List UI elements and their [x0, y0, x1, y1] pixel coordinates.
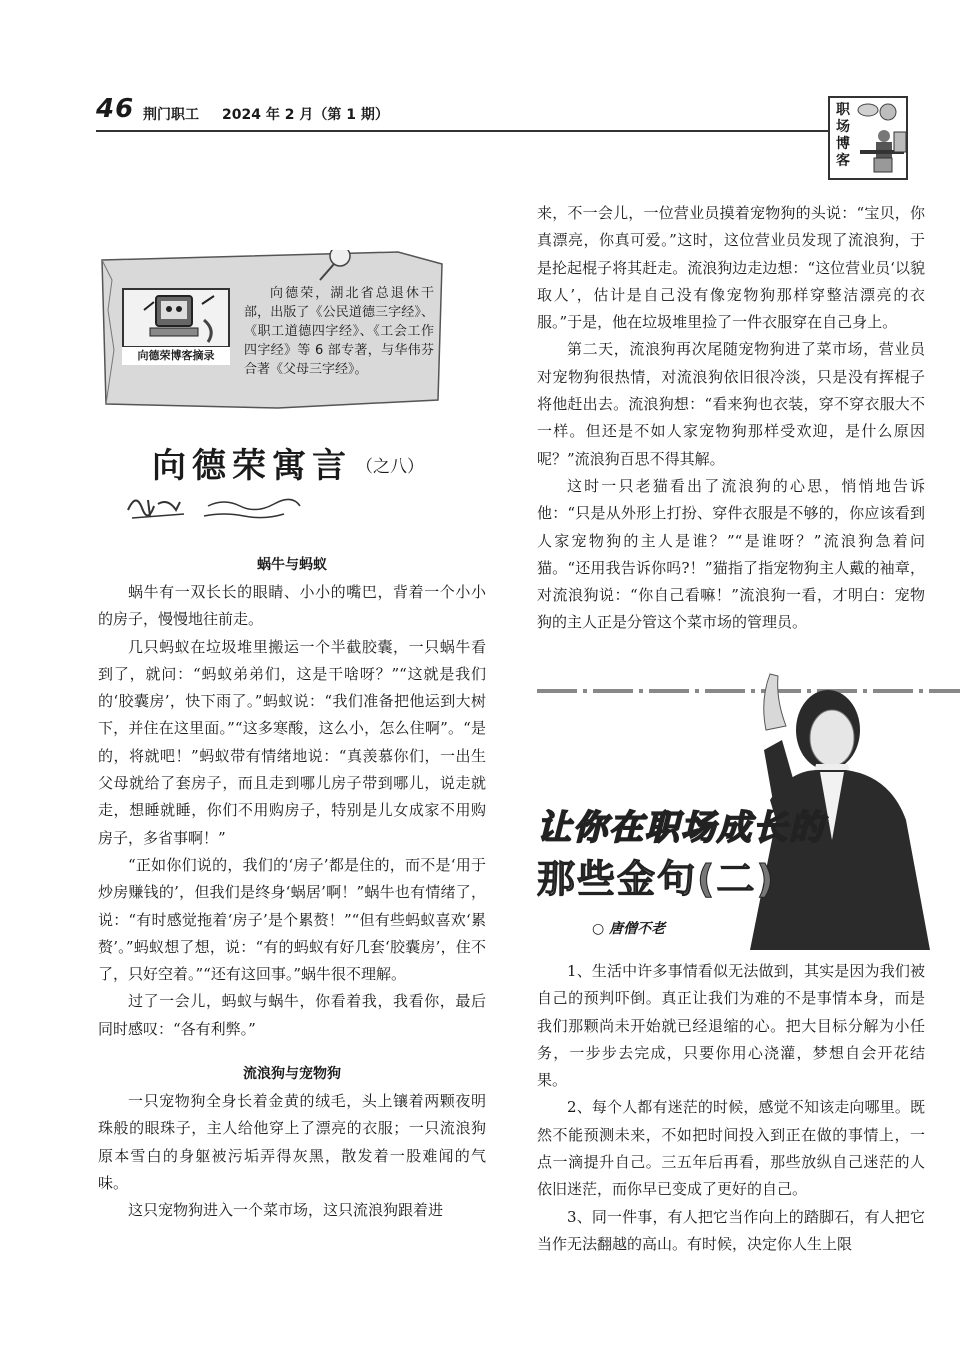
blog-thumbnail-label: 向德荣博客摘录 — [122, 346, 230, 365]
article2-byline: ○ 唐僧不老 — [592, 921, 666, 937]
story1-paragraph: 过了一会儿，蚂蚁与蜗牛，你看着我，我看你，最后同时感叹：“各有利弊。” — [98, 992, 486, 1038]
article-subtitle: （之八） — [356, 457, 424, 477]
article-title: 向德荣寓言 — [152, 446, 352, 486]
column-badge — [828, 96, 908, 180]
article2-title-line1: 让你在职场成长的 — [537, 808, 825, 848]
story2-paragraph: 这时一只老猫看出了流浪狗的心思，悄悄地告诉他：“只是从外形上打扮、穿件衣服是不够的，你应该看到人家宠物狗的主人是谁？”“是谁呀？”流浪狗急着问猫。“还用我告诉你吗?！”猫指了指宠物狗主人戴的袖章，对流浪狗说：“你自己看嘛！”流浪狗一看，才明白：宠物狗的主人正是分管这个菜市场的管理员。 — [537, 476, 925, 632]
article2-body — [537, 958, 925, 1258]
computer-character-icon — [124, 290, 228, 348]
issue-date: 2024 年 2 月（第 1 期） — [222, 107, 389, 123]
author-bio: 向德荣，湖北省总退休干部，出版了《公民道德三字经》、《职工道德四字经》、《工会工作四字经》等 6 部专著，与华伟芬合著《父母三字经》。 — [244, 286, 434, 377]
story2-paragraph: 第二天，流浪狗再次尾随宠物狗进了菜市场，营业员对宠物狗很热情，对流浪狗依旧很冷淡，只是没有挥棍子将他赶出去。流浪狗想：“看来狗也衣装，穿不穿衣服大不一样。但还是不如人家宠物狗那样受欢迎，是什么原因呢？”流浪狗百思不得其解。 — [537, 340, 925, 468]
article2-title-line2: 那些金句(二) — [537, 857, 776, 901]
left-column — [98, 552, 486, 1225]
right-column — [537, 200, 925, 637]
office-worker-icon — [854, 102, 908, 178]
story2-paragraph: 一只宠物狗全身长着金黄的绒毛，头上镶着两颗夜明珠般的眼珠子，主人给他穿上了漂亮的衣服；一只流浪狗原本雪白的身躯被污垢弄得灰黑，散发着一股难闻的气味。 — [98, 1092, 486, 1192]
story1-paragraph: “正如你们说的，我们的‘房子’都是住的，而不是‘用于炒房赚钱的’，但我们是终身‘蜗居’啊！”蜗牛也有情绪了，说：“有时感觉拖着‘房子’是个累赘！”“但有些蚂蚁喜欢‘累赘’。”蚂蚁想了想，说：“有的蚂蚁有好几套‘胶囊房’，住不了，只好空着。”“还有这回事。”蜗牛很不理解。 — [98, 855, 486, 984]
story1-paragraph: 蜗牛有一双长长的眼睛、小小的嘴巴，背着一个小小的房子，慢慢地往前走。 — [98, 583, 486, 629]
story2-heading: 流浪狗与宠物狗 — [243, 1066, 341, 1083]
story2-paragraph: 这只宠物狗进入一个菜市场，这只流浪狗跟着进 — [128, 1201, 444, 1220]
story2-continuation: 来，不一会儿，一位营业员摸着宠物狗的头说：“宝贝，你真漂亮，你真可爱。”这时，这位营业员发现了流浪狗，于是抡起棍子将其赶走。流浪狗边走边想：“这位营业员‘以貌取人’，估计是自己没有像宠物狗那样穿整洁漂亮的衣服。”于是，他在垃圾堆里捡了一件衣服穿在自己身上。 — [537, 204, 925, 332]
story1-paragraph: 几只蚂蚁在垃圾堆里搬运一个半截胶囊，一只蜗牛看到了，就问：“蚂蚁弟弟们，这是干啥呀？”“这就是我们的‘胶囊房’，快下雨了。”蚂蚁说：“我们准备把他运到大树下，并住在这里面。”“这多寒酸，这么小，怎么住啊”。“是的，将就吧！”蚂蚁带有情绪地说：“真羡慕你们，一出生父母就给了套房子，而且走到哪儿房子带到哪儿，说走就走，想睡就睡，你们不用购房子，特别是儿女成家不用购房子，多省事啊！” — [98, 637, 486, 847]
column-badge-label: 职场博客 — [836, 102, 850, 169]
story1-heading: 蜗牛与蚂蚁 — [257, 557, 327, 573]
header-rule — [96, 130, 830, 132]
article2-paragraph: 3、同一件事，有人把它当作向上的踏脚石，有人把它当作无法翻越的高山。有时候，决定你人生上限 — [537, 1207, 925, 1253]
decorative-scribble — [124, 488, 304, 524]
article2-paragraph: 1、生活中许多事情看似无法做到，其实是因为我们被自己的预判吓倒。真正让我们为难的不是事情本身，而是我们那颗尚未开始就已经退缩的心。把大目标分解为小任务，一步步去完成，只要你用心浇灌，梦想自会开花结果。 — [537, 962, 925, 1090]
journal-name: 荆门职工 — [143, 107, 199, 123]
article2-paragraph: 2、每个人都有迷茫的时候，感觉不知该走向哪里。既然不能预测未来，不如把时间投入到正在做的事情上，一点一滴提升自己。三五年后再看，那些放纵自己迷茫的人依旧迷茫，而你早已变成了更好的自己。 — [537, 1098, 925, 1199]
page-number: 46 — [96, 94, 135, 124]
